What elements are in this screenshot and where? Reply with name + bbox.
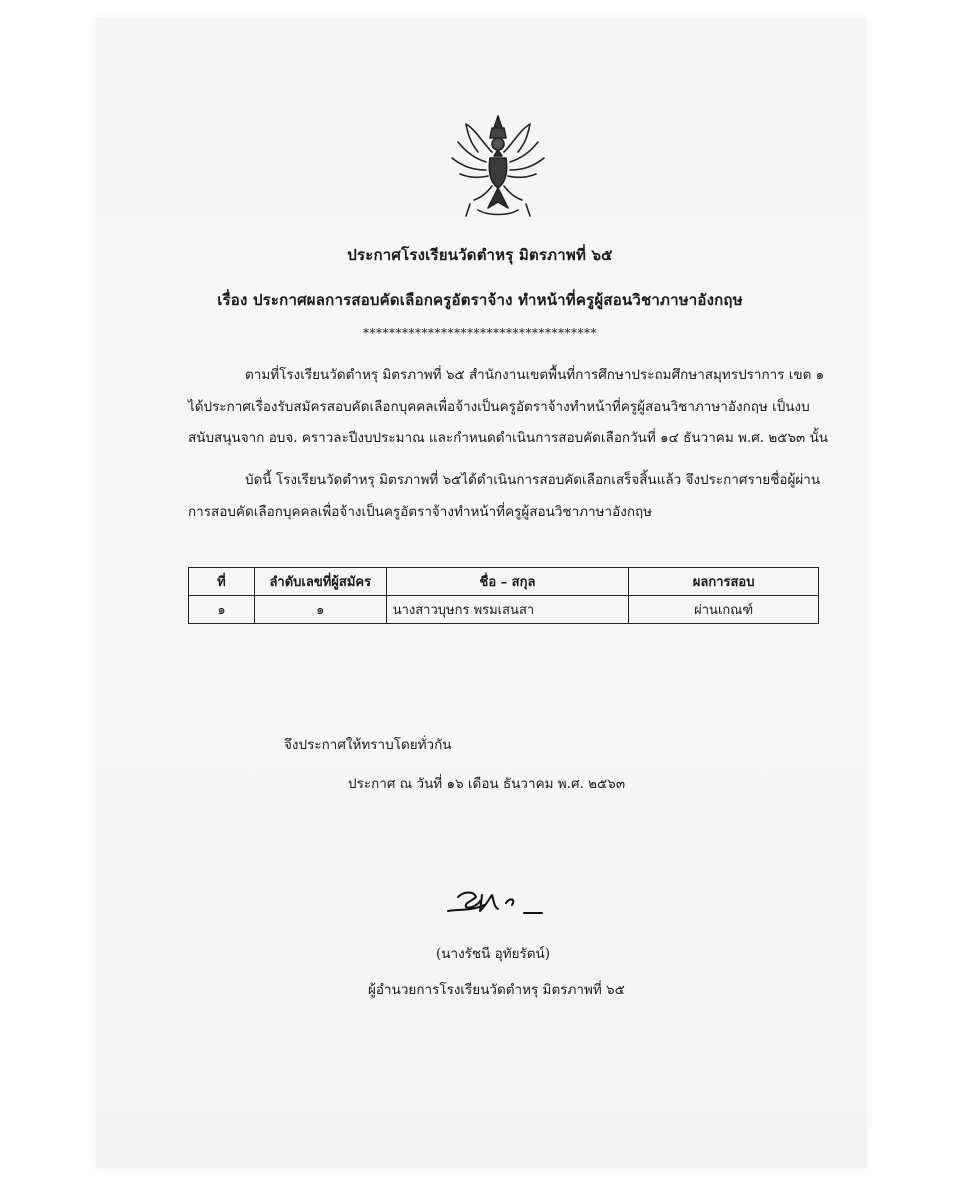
cell-number: ๑: [189, 596, 255, 624]
separator-line: ************************************: [363, 326, 597, 340]
cell-applicant-no: ๑: [254, 596, 386, 624]
signatory-name: (นางรัชนี อุทัยรัตน์): [436, 946, 551, 962]
paragraph-result-line: บัดนี้ โรงเรียนวัดตำหรุ มิตรภาพที่ ๖๕ได้ดำเนินการสอบคัดเลือกเสร็จสิ้นแล้ว จึงประกาศรายชื่อผู้ผ่าน: [245, 472, 821, 488]
table-row: [189, 596, 819, 624]
table-header-row: [189, 568, 819, 596]
document-subject: เรื่อง ประกาศผลการสอบคัดเลือกครูอัตราจ้าง ทำหน้าที่ครูผู้สอนวิชาภาษาอังกฤษ: [217, 291, 743, 309]
column-header-name: ชื่อ – สกุล: [386, 568, 629, 596]
results-table: [188, 567, 819, 624]
garuda-emblem-icon: [448, 112, 548, 220]
paragraph-intro-line: ตามที่โรงเรียนวัดตำหรุ มิตรภาพที่ ๖๕ สำนักงานเขตพื้นที่การศึกษาประถมศึกษาสมุทรปราการ เขต ๑: [245, 367, 825, 383]
column-header-result: ผลการสอบ: [629, 568, 819, 596]
document-title: ประกาศโรงเรียนวัดตำหรุ มิตรภาพที่ ๖๕: [347, 246, 613, 264]
announcement-date: ประกาศ ณ วันที่ ๑๖ เดือน ธันวาคม พ.ศ. ๒๕๖๓: [348, 776, 626, 792]
cell-result: ผ่านเกณฑ์: [629, 596, 819, 624]
column-header-applicant-no: ลำดับเลขที่ผู้สมัคร: [254, 568, 386, 596]
paragraph-intro-line: ได้ประกาศเรื่องรับสมัครสอบคัดเลือกบุคคลเพื่อจ้างเป็นครูอัตราจ้างทำหน้าที่ครูผู้สอนวิชาภาษาอังกฤษ เป็นงบ: [188, 398, 810, 415]
announcement-text: จึงประกาศให้ทราบโดยทั่วกัน: [284, 737, 452, 753]
paragraph-intro: [188, 360, 828, 455]
cell-name: นางสาวบุษกร พรมเสนสา: [386, 596, 629, 624]
paragraph-intro-line: สนับสนุนจาก อบจ. คราวละปีงบประมาณ และกำหนดดำเนินการสอบคัดเลือกวันที่ ๑๔ ธันวาคม พ.ศ. ๒๕๖๓ นั้น: [188, 430, 829, 446]
column-header-number: ที่: [189, 568, 255, 596]
signatory-position: ผู้อำนวยการโรงเรียนวัดตำหรุ มิตรภาพที่ ๖๕: [368, 982, 625, 998]
paragraph-result: [188, 465, 820, 528]
signature-icon: [444, 883, 564, 929]
paragraph-result-line: การสอบคัดเลือกบุคคลเพื่อจ้างเป็นครูอัตราจ้างทำหน้าที่ครูผู้สอนวิชาภาษาอังกฤษ: [188, 503, 653, 520]
